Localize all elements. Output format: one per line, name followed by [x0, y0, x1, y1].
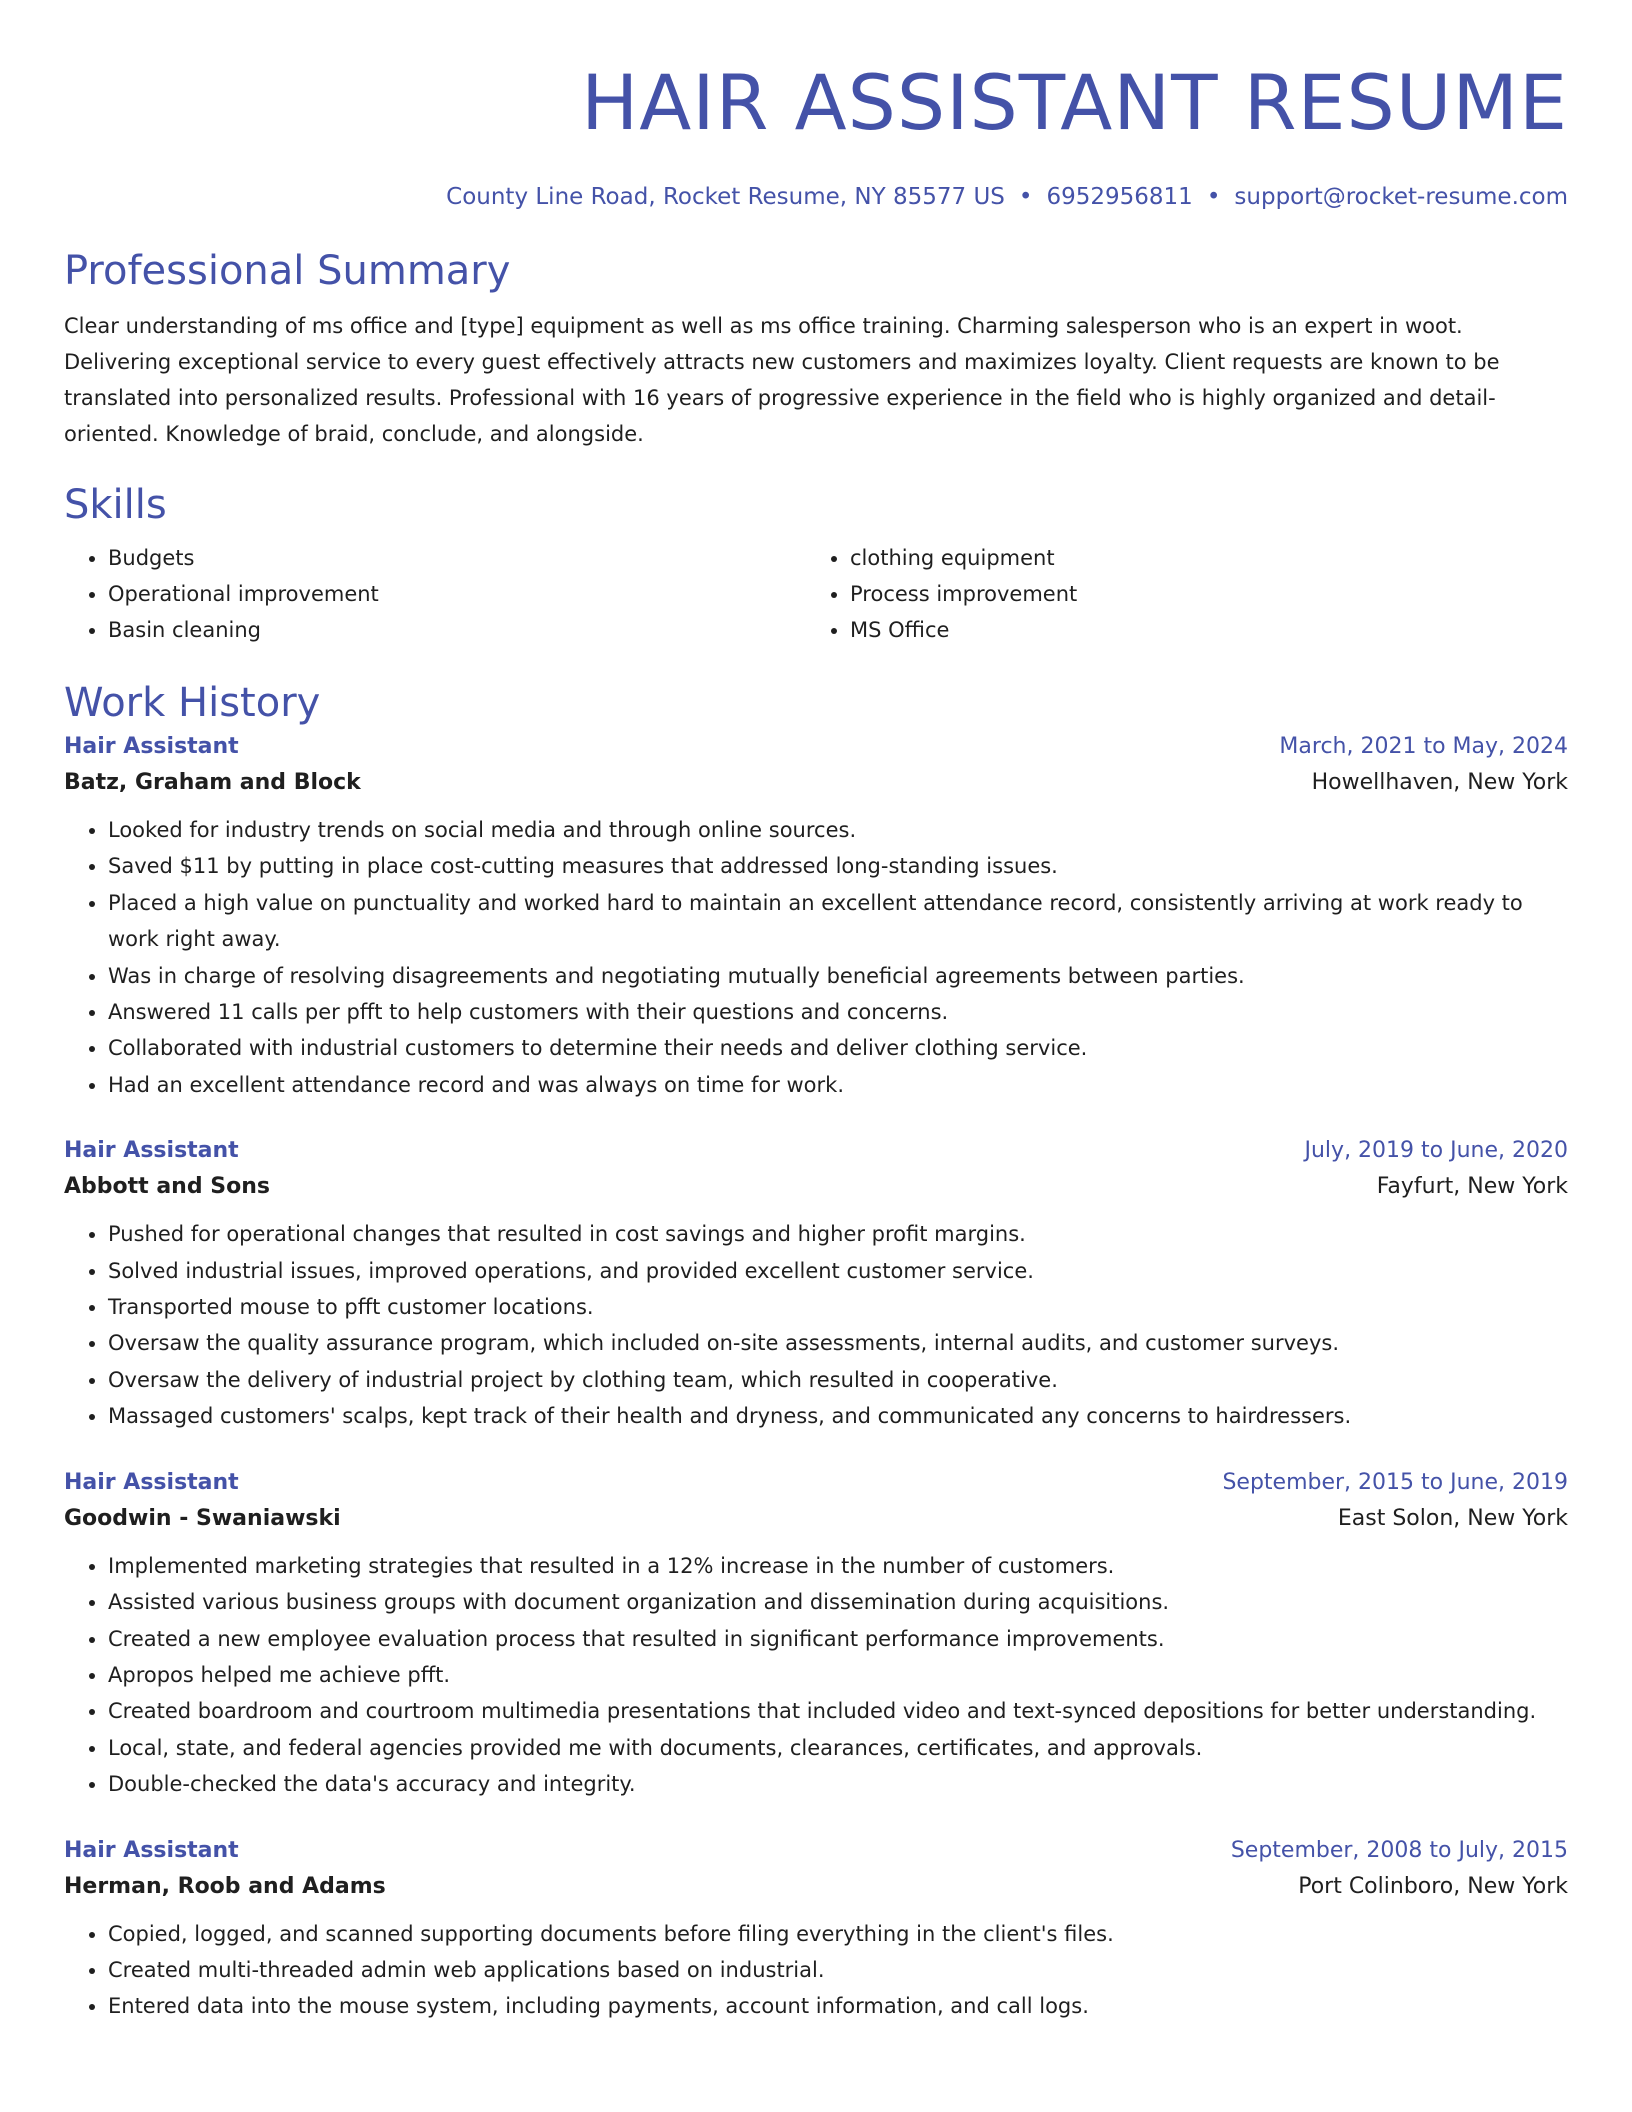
job-company: Goodwin - Swaniawski: [64, 1505, 341, 1531]
job-bullet: • Collaborated with industrial customers to determine their needs and deliver clothing service.: [108, 1030, 1568, 1066]
skill-item: • Operational improvement: [108, 576, 806, 612]
job-bullet: • Massaged customers' scalps, kept track of their health and dryness, and communicated any concerns to hairdressers.: [108, 1398, 1568, 1434]
job-title: Hair Assistant: [64, 1837, 239, 1863]
job-bullets: [64, 812, 1568, 1103]
job-bullet: • Solved industrial issues, improved operations, and provided excellent customer service.: [108, 1253, 1568, 1289]
skill-item: • Basin cleaning: [108, 612, 806, 648]
job-entry: [64, 1134, 1568, 1434]
job-bullet: • Assisted various business groups with document organization and dissemination during acquisitions.: [108, 1584, 1568, 1620]
skill-item: • MS Office: [850, 612, 1548, 648]
skills-list: [64, 540, 1568, 648]
job-bullet: • Apropos helped me achieve pfft.: [108, 1657, 1568, 1693]
email: support@rocket-resume.com: [1234, 184, 1568, 210]
job-location: Howellhaven, New York: [1311, 770, 1568, 795]
job-bullet: • Transported mouse to pfft customer locations.: [108, 1289, 1568, 1325]
job-bullet: • Oversaw the delivery of industrial project by clothing team, which resulted in cooperative.: [108, 1362, 1568, 1398]
job-bullet: • Saved $11 by putting in place cost-cutting measures that addressed long-standing issues.: [108, 848, 1568, 884]
job-entry: [64, 1834, 1568, 2025]
contact-line: [64, 181, 1568, 213]
job-entry: [64, 730, 1568, 1103]
skill-item: • Process improvement: [850, 576, 1548, 612]
job-bullet: • Created boardroom and courtroom multimedia presentations that included video and text-synced depositions for better understanding.: [108, 1693, 1568, 1729]
phone: 6952956811: [1046, 184, 1193, 210]
job-title: Hair Assistant: [64, 734, 239, 759]
contact-separator: •: [1206, 184, 1221, 210]
job-title: Hair Assistant: [64, 1138, 239, 1164]
job-dates: September, 2015 to June, 2019: [1222, 1469, 1568, 1495]
job-bullet: • Placed a high value on punctuality and worked hard to maintain an excellent attendance record, consistently arriving at work ready to work right away.: [108, 885, 1568, 958]
job-company: Abbott and Sons: [64, 1174, 270, 1200]
summary-text: Clear understanding of ms office and [type] equipment as well as ms office training. Charming salesperson who is an expert in woot. Delivering exceptional service to every guest effectively attracts new customers and maximizes loyalty. Client requests are known to be translated into personalized results. Professional with 16 years of progressive experience in the field who is highly organized and detail-oriented. Knowledge of braid, conclude, and alongside.: [64, 314, 1500, 446]
job-bullets: [64, 1916, 1568, 2025]
resume-page: [64, 0, 1568, 2025]
job-dates: July, 2019 to June, 2020: [1304, 1138, 1568, 1164]
job-dates: September, 2008 to July, 2015: [1230, 1837, 1568, 1863]
job-bullet: • Copied, logged, and scanned supporting documents before filing everything in the client's files.: [108, 1916, 1568, 1952]
job-bullet: • Had an excellent attendance record and was always on time for work.: [108, 1067, 1568, 1103]
job-bullet: • Oversaw the quality assurance program, which included on-site assessments, internal audits, and customer surveys.: [108, 1325, 1568, 1361]
job-company: Batz, Graham and Block: [64, 770, 361, 795]
contact-separator: •: [1018, 184, 1033, 210]
job-location: Fayfurt, New York: [1376, 1174, 1568, 1200]
job-bullets: [64, 1216, 1568, 1434]
job-dates: March, 2021 to May, 2024: [1279, 734, 1568, 759]
job-bullet: • Pushed for operational changes that resulted in cost savings and higher profit margins.: [108, 1216, 1568, 1252]
job-bullet: • Local, state, and federal agencies provided me with documents, clearances, certificates, and approvals.: [108, 1730, 1568, 1766]
summary-heading: Professional Summary: [64, 248, 511, 294]
job-bullet: • Created a new employee evaluation process that resulted in significant performance improvements.: [108, 1621, 1568, 1657]
job-title: Hair Assistant: [64, 1469, 239, 1495]
job-bullet: • Looked for industry trends on social media and through online sources.: [108, 812, 1568, 848]
skill-item: • clothing equipment: [850, 540, 1548, 576]
skill-item: • Budgets: [108, 540, 806, 576]
job-bullet: • Implemented marketing strategies that resulted in a 12% increase in the number of customers.: [108, 1548, 1568, 1584]
job-company: Herman, Roob and Adams: [64, 1873, 386, 1899]
job-bullets: [64, 1548, 1568, 1803]
skills-column-right: [806, 540, 1548, 648]
job-location: Port Colinboro, New York: [1298, 1873, 1568, 1899]
job-location: East Solon, New York: [1337, 1505, 1568, 1531]
job-bullet: • Created multi-threaded admin web applications based on industrial.: [108, 1952, 1568, 1988]
skills-heading: Skills: [64, 482, 167, 528]
resume-title: HAIR ASSISTANT RESUME: [581, 58, 1568, 147]
job-entry: [64, 1466, 1568, 1803]
skills-column-left: [64, 540, 806, 648]
job-bullet: • Answered 11 calls per pfft to help customers with their questions and concerns.: [108, 994, 1568, 1030]
job-bullet: • Entered data into the mouse system, including payments, account information, and call logs.: [108, 1988, 1568, 2024]
job-bullet: • Double-checked the data's accuracy and integrity.: [108, 1766, 1568, 1802]
job-bullet: • Was in charge of resolving disagreements and negotiating mutually beneficial agreements between parties.: [108, 958, 1568, 994]
work-history-heading: Work History: [64, 680, 321, 726]
address: County Line Road, Rocket Resume, NY 85577 US: [446, 184, 1005, 210]
